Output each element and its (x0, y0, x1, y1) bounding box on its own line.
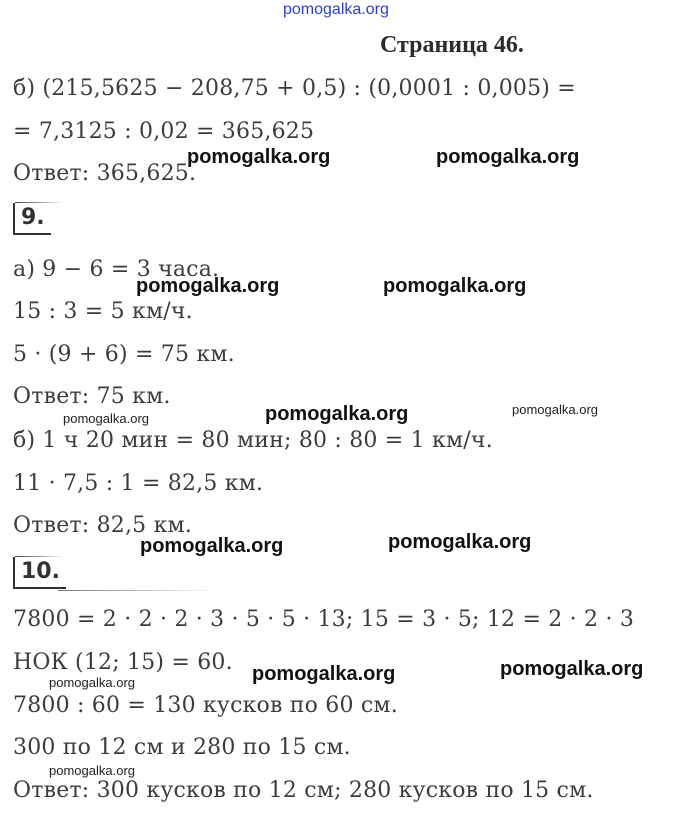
watermark: pomogalka.org (383, 275, 527, 297)
solution-line-9a-time: а) 9 − 6 = 3 часа. (13, 257, 220, 282)
task-number-10: 10. (13, 557, 66, 589)
watermark: pomogalka.org (436, 146, 580, 168)
solution-line-b-result: = 7,3125 : 0,02 = 365,625 (13, 119, 315, 144)
solution-line-9b-time: б) 1 ч 20 мин = 80 мин; 80 : 80 = 1 км/ч. (13, 428, 493, 453)
site-link[interactable]: pomogalka.org (283, 1, 389, 18)
solution-line-9b-distance: 11 · 7,5 : 1 = 82,5 км. (13, 471, 264, 496)
watermark: pomogalka.org (49, 675, 135, 690)
watermark: pomogalka.org (252, 663, 396, 685)
page-title: Страница 46. (380, 32, 524, 58)
watermark: pomogalka.org (265, 403, 409, 425)
solution-line-10-factorization: 7800 = 2 · 2 · 2 · 3 · 5 · 5 · 13; 15 = 3 · 5; 12 = 2 · 2 · 3 (13, 607, 635, 632)
solution-line-10-lcm: НОК (12; 15) = 60. (13, 650, 233, 675)
answer-line-9b: Ответ: 82,5 км. (13, 513, 193, 538)
watermark: pomogalka.org (512, 402, 598, 417)
answer-line-8: Ответ: 365,625. (13, 161, 197, 186)
solution-line-10-split: 300 по 12 см и 280 по 15 см. (13, 735, 351, 760)
answer-line-9a: Ответ: 75 км. (13, 384, 171, 409)
answer-line-10: Ответ: 300 кусков по 12 см; 280 кусков по 15 см. (13, 778, 594, 803)
watermark: pomogalka.org (136, 275, 280, 297)
watermark: pomogalka.org (140, 535, 284, 557)
watermark: pomogalka.org (388, 531, 532, 553)
task-10-divider (58, 590, 218, 591)
solution-line-9a-speed: 15 : 3 = 5 км/ч. (13, 299, 193, 324)
task-number-9: 9. (13, 203, 51, 235)
solution-line-9a-distance: 5 · (9 + 6) = 75 км. (13, 342, 235, 367)
watermark: pomogalka.org (49, 763, 135, 778)
solution-line-b-expression: б) (215,5625 − 208,75 + 0,5) : (0,0001 : 0,005) = (13, 76, 576, 101)
solution-line-10-pieces: 7800 : 60 = 130 кусков по 60 см. (13, 693, 398, 718)
watermark: pomogalka.org (500, 658, 644, 680)
watermark: pomogalka.org (187, 146, 331, 168)
watermark: pomogalka.org (63, 411, 149, 426)
